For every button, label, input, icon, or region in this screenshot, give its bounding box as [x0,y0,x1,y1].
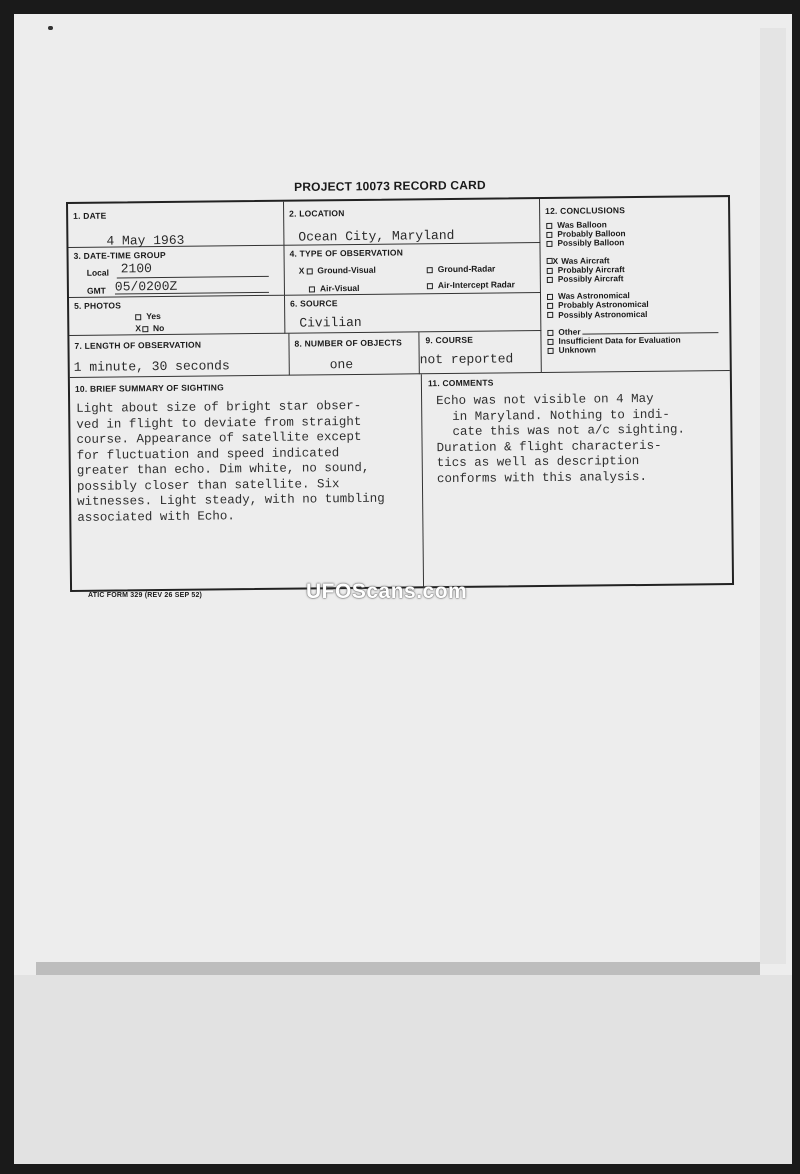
objects-value: one [329,357,354,373]
summary-label: 10. BRIEF SUMMARY OF SIGHTING [74,382,224,394]
photos-no-mark: X [135,323,142,334]
conclusion-text: Possibly Aircraft [557,273,624,284]
lower-sheet [14,975,792,1164]
checkbox-icon [546,241,552,247]
ground-visual-text: Ground-Visual [317,264,376,276]
checkbox-icon [142,326,148,332]
watermark: UFOScans.com [306,580,468,603]
dtg-cell [68,246,285,298]
comments-line: Echo was not visible on 4 May [436,391,654,409]
air-intercept-radar-text: Air-Intercept Radar [437,279,515,291]
location-value: Ocean City, Maryland [298,227,455,245]
date-value: 4 May 1963 [106,232,185,249]
comments-line: conforms with this analysis. [436,469,648,486]
conclusion-text: Was Balloon [557,219,607,230]
course-label: 9. COURSE [425,334,474,346]
comments-cell [422,371,732,588]
summary-line: witnesses. Light steady, with no tumbling [77,491,385,509]
objects-label: 8. NUMBER OF OBJECTS [294,337,402,349]
observation-type-cell [284,243,541,296]
observation-type-label: 4. TYPE OF OBSERVATION [289,247,404,259]
course-value: not reported [419,351,514,368]
record-card [66,195,734,592]
checkbox-icon [309,286,315,292]
conclusion-text: Probably Balloon [557,228,626,240]
length-cell [69,334,289,378]
summary-line: course. Appearance of satellite except [76,429,362,447]
checkbox-icon [547,268,553,274]
aircraft-mark: X [552,255,559,266]
ground-visual-mark: X [298,265,305,276]
checkbox-icon [547,330,553,336]
summary-line: associated with Echo. [77,508,235,525]
card-title: PROJECT 10073 RECORD CARD [294,177,486,194]
local-underline [117,276,269,279]
checkbox-icon [306,268,312,274]
air-visual-option [309,283,360,294]
ground-visual-option [299,265,376,276]
checkbox-icon [547,303,553,309]
comments-line: in Maryland. Nothing to indi- [452,407,670,424]
conclusions-label: 12. CONCLUSIONS [545,205,626,216]
length-label: 7. LENGTH OF OBSERVATION [74,339,202,351]
photos-yes-option [135,311,161,321]
date-label: 1. DATE [73,210,107,221]
local-value: 2100 [120,261,152,277]
conclusion-text: Possibly Balloon [557,237,625,249]
checkbox-icon [548,348,554,354]
location-cell [284,199,540,246]
objects-cell [289,332,419,375]
source-label: 6. SOURCE [290,298,338,309]
photos-no-text: No [152,322,165,334]
checkbox-icon [547,294,553,300]
comments-line: Duration & flight characteris- [436,438,662,455]
checkbox-icon [427,283,433,289]
air-intercept-radar-option [427,279,515,290]
conclusion-text: Unknown [558,344,596,356]
summary-text [76,399,385,526]
gmt-label: GMT [86,285,106,296]
checkbox-icon [547,312,553,318]
source-cell [285,293,541,334]
course-cell [419,331,541,374]
dtg-label: 3. DATE-TIME GROUP [73,249,166,261]
conclusion-text: Was Aircraft [561,254,610,266]
summary-line: ved in flight to deviate from straight [76,414,362,432]
conclusion-text: Was Astronomical [557,290,630,302]
summary-line: Light about size of bright star obser- [76,398,362,416]
dust-speck [48,26,53,30]
checkbox-icon [135,314,141,320]
conclusion-text: Probably Astronomical [558,299,649,311]
source-value: Civilian [299,314,362,331]
comments-text [436,392,686,488]
checkbox-icon [427,267,433,273]
form-id: ATIC FORM 329 (REV 26 SEP 52) [88,592,203,599]
conclusion-text: Other [558,326,581,337]
location-label: 2. LOCATION [289,208,345,219]
checkbox-icon [546,223,552,229]
photos-no-option [135,323,164,333]
conclusion-text: Probably Aircraft [557,263,625,275]
summary-line: greater than echo. Dim white, no sound, [76,460,370,478]
gmt-underline [115,292,269,295]
ground-radar-text: Ground-Radar [437,263,496,275]
length-value: 1 minute, 30 seconds [73,358,230,375]
comments-line: cate this was not a/c sighting. [452,422,686,439]
conclusion-text: Insufficient Data for Evaluation [558,334,681,346]
photos-cell [69,296,285,336]
paper-shadow [36,962,760,975]
air-visual-text: Air-Visual [319,282,360,294]
local-label: Local [86,267,109,278]
comments-line: tics as well as description [436,454,640,471]
gmt-value: 05/0200Z [114,278,178,295]
conclusions-cell [540,197,730,373]
photos-label: 5. PHOTOS [74,300,122,311]
date-cell [68,202,284,248]
comments-label: 11. COMMENTS [427,377,494,389]
conclusions-list [546,219,731,355]
checkbox-icon [546,232,552,238]
summary-line: possibly closer than satellite. Six [76,476,340,494]
checkbox-icon [547,277,553,283]
ground-radar-option [427,264,496,275]
conclusion-option [548,344,732,355]
conclusion-text: Possibly Astronomical [558,308,648,320]
checkbox-icon [547,339,553,345]
paper-edge [760,28,786,964]
summary-cell [70,374,424,592]
summary-line: for fluctuation and speed indicated [76,445,340,463]
photos-yes-text: Yes [146,311,161,322]
